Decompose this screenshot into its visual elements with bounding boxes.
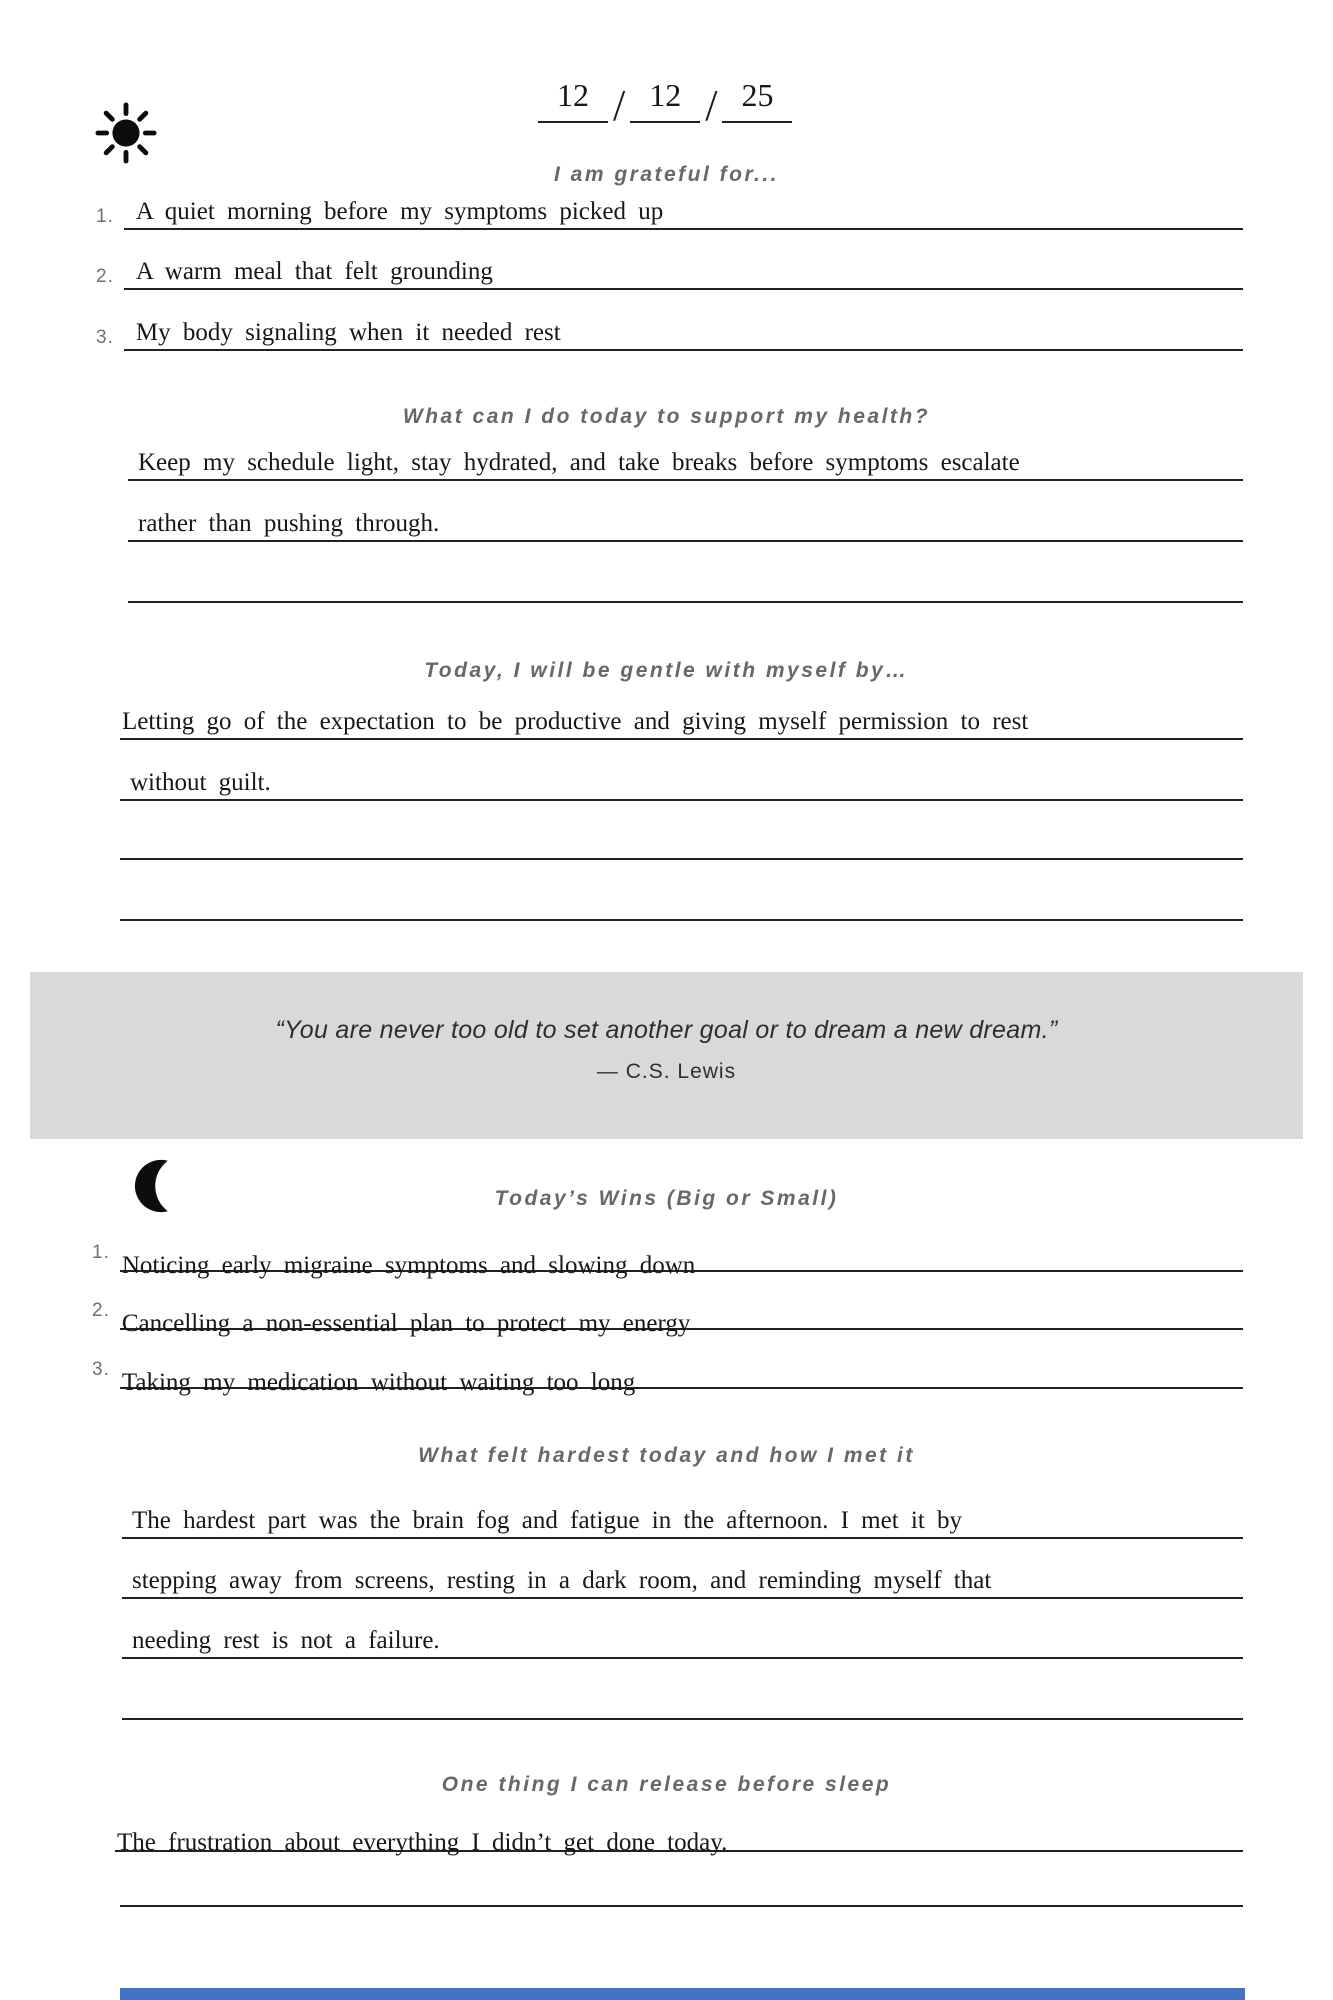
wins-line-1[interactable] — [92, 1222, 1243, 1279]
hardest-line-2[interactable] — [122, 1549, 1243, 1599]
gentle-line-1[interactable] — [120, 690, 1243, 740]
date-slash-icon: / — [613, 81, 626, 130]
date-day-line[interactable] — [630, 79, 700, 123]
wins-line-3[interactable] — [92, 1339, 1243, 1396]
gratitude-line-2[interactable] — [96, 240, 1243, 290]
list-number: 3. — [92, 1359, 110, 1380]
sun-icon — [95, 102, 157, 169]
hardest-entry-2: stepping away from screens, resting in a dark room, and reminding myself that — [132, 1566, 992, 1594]
date-day: 12 — [649, 77, 682, 114]
wins-entry-2: Cancelling a non-essential plan to protect my energy — [121, 1309, 691, 1337]
gentle-entry-1: Letting go of the expectation to be productive and giving myself permission to rest — [122, 707, 1029, 735]
list-number: 3. — [96, 327, 114, 348]
support-line-3[interactable] — [128, 553, 1243, 603]
gratitude-line-3[interactable] — [96, 301, 1243, 351]
gratitude-line-1[interactable] — [96, 180, 1243, 230]
support-line-2[interactable] — [128, 492, 1243, 542]
wins-line-2[interactable] — [92, 1280, 1243, 1337]
hardest-heading: What felt hardest today and how I met it — [418, 1444, 915, 1467]
support-entry-2: rather than pushing through. — [138, 509, 440, 537]
footer-accent-bar — [120, 1988, 1245, 2000]
quote-text: “You are never too old to set another goal or to dream a new dream.” — [275, 1016, 1058, 1044]
date-year: 25 — [741, 77, 774, 114]
hardest-line-3[interactable] — [122, 1609, 1243, 1659]
list-number: 2. — [96, 266, 114, 287]
gentle-entry-2: without guilt. — [130, 768, 271, 796]
wins-entry-3: Taking my medication without waiting too long — [121, 1368, 636, 1396]
release-heading: One thing I can release before sleep — [441, 1773, 892, 1796]
release-line-1[interactable] — [115, 1802, 1243, 1856]
support-entry-1: Keep my schedule light, stay hydrated, and take breaks before symptoms escalate — [138, 448, 1020, 476]
support-heading: What can I do today to support my health? — [402, 405, 931, 428]
release-line-2[interactable] — [120, 1857, 1243, 1907]
hardest-entry-1: The hardest part was the brain fog and fatigue in the afternoon. I met it by — [132, 1506, 963, 1534]
gratitude-entry-2: A warm meal that felt grounding — [135, 257, 493, 285]
list-number: 1. — [92, 1242, 110, 1263]
date-month-line[interactable] — [538, 79, 608, 123]
gentle-line-4[interactable] — [120, 871, 1243, 921]
date-slash-icon: / — [705, 81, 718, 130]
gratitude-entry-1: A quiet morning before my symptoms picked up — [135, 197, 664, 225]
date-field[interactable] — [538, 72, 792, 130]
gentle-line-3[interactable] — [120, 810, 1243, 860]
gratitude-heading: I am grateful for... — [553, 163, 780, 186]
hardest-entry-3: needing rest is not a failure. — [132, 1626, 440, 1654]
release-entry-1: The frustration about everything I didn’t get done today. — [117, 1828, 728, 1856]
gentle-line-2[interactable] — [120, 751, 1243, 801]
hardest-line-1[interactable] — [122, 1489, 1243, 1539]
list-number: 2. — [92, 1300, 110, 1321]
gratitude-entry-3: My body signaling when it needed rest — [135, 318, 561, 346]
wins-entry-1: Noticing early migraine symptoms and slowing down — [121, 1251, 696, 1279]
hardest-line-4[interactable] — [122, 1670, 1243, 1720]
quote-block — [30, 972, 1303, 1139]
support-line-1[interactable] — [128, 431, 1243, 481]
date-month: 12 — [557, 77, 589, 114]
date-year-line[interactable] — [722, 79, 792, 123]
quote-attribution: — C.S. Lewis — [596, 1060, 737, 1083]
gentle-heading: Today, I will be gentle with myself by… — [424, 659, 909, 682]
list-number: 1. — [96, 206, 114, 227]
wins-heading: Today’s Wins (Big or Small) — [494, 1187, 839, 1210]
